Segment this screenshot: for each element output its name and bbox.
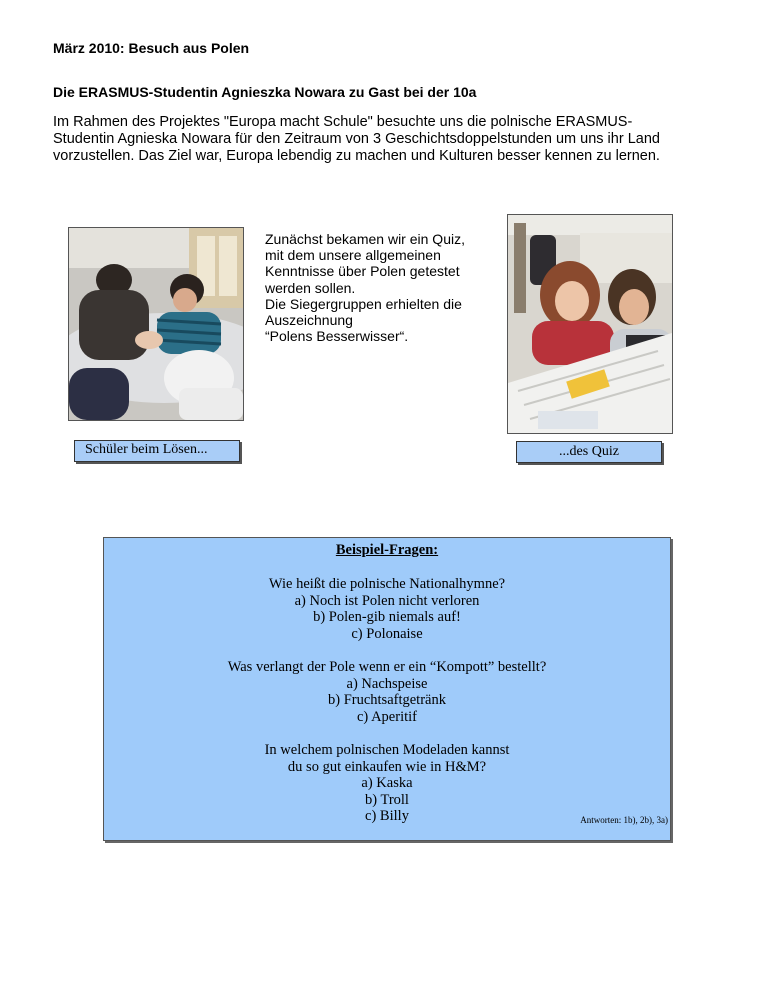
question-block (104, 659, 670, 725)
question-text: Was verlangt der Pole wenn er ein “Kompott” bestellt? (227, 659, 547, 675)
quiz-description-line: Zunächst bekamen wir ein Quiz, (265, 231, 465, 247)
answer-option: c) Billy (365, 808, 409, 824)
article-subtitle: Die ERASMUS-Studentin Agnieszka Nowara zu Gast bei der 10a (53, 84, 477, 100)
quiz-description-line: Auszeichnung (265, 312, 353, 329)
question-block (104, 742, 670, 825)
quiz-description (265, 231, 495, 344)
photo-quiz-girls (507, 214, 673, 434)
page-title: März 2010: Besuch aus Polen (53, 40, 250, 56)
question-block (104, 576, 670, 642)
caption-right: ...des Quiz (516, 441, 662, 463)
answer-option: a) Kaska (361, 775, 413, 791)
answer-option: b) Fruchtsaftgetränk (328, 692, 446, 708)
quiz-description-line: werden sollen. (265, 279, 356, 296)
sample-questions-box (103, 537, 671, 841)
answer-option: c) Polonaise (351, 625, 423, 642)
question-text: Wie heißt die polnische Nationalhymne? (268, 576, 506, 592)
quiz-description-line: Kenntnisse über Polen getestet (265, 263, 460, 280)
question-text: In welchem polnischen Modeladen kannst (264, 742, 510, 758)
intro-line: vorzustellen. Das Ziel war, Europa lebendig zu machen und Kulturen besser kennen zu lernen. (53, 148, 660, 164)
quiz-description-line: mit dem unsere allgemeinen (265, 247, 441, 264)
sample-questions-title: Beispiel-Fragen: (335, 542, 439, 558)
photo-students-solving (68, 227, 244, 421)
answer-option: a) Nachspeise (346, 675, 428, 692)
answers-key: Antworten: 1b), 2b), 3a) (580, 815, 668, 825)
answer-option: b) Polen-gib niemals auf! (313, 609, 461, 625)
photo-students-solving-image (69, 228, 243, 420)
quiz-description-line: Die Siegergruppen erhielten die (265, 295, 462, 312)
quiz-description-line: “Polens Besserwisser“. (265, 328, 409, 345)
intro-line: Studentin Agnieska Nowara für den Zeitraum von 3 Geschichtsdoppelstunden um uns ihr Land (53, 131, 660, 147)
answer-option: a) Noch ist Polen nicht verloren (294, 592, 480, 609)
answer-option: c) Aperitif (357, 708, 417, 725)
answer-option: b) Troll (365, 791, 409, 808)
intro-line: Im Rahmen des Projektes "Europa macht Schule" besuchte uns die polnische ERASMUS- (53, 114, 633, 130)
intro-paragraph (53, 114, 733, 165)
photo-quiz-girls-image (508, 215, 672, 433)
caption-left: Schüler beim Lösen... (74, 440, 240, 462)
question-text: du so gut einkaufen wie in H&M? (287, 758, 487, 775)
